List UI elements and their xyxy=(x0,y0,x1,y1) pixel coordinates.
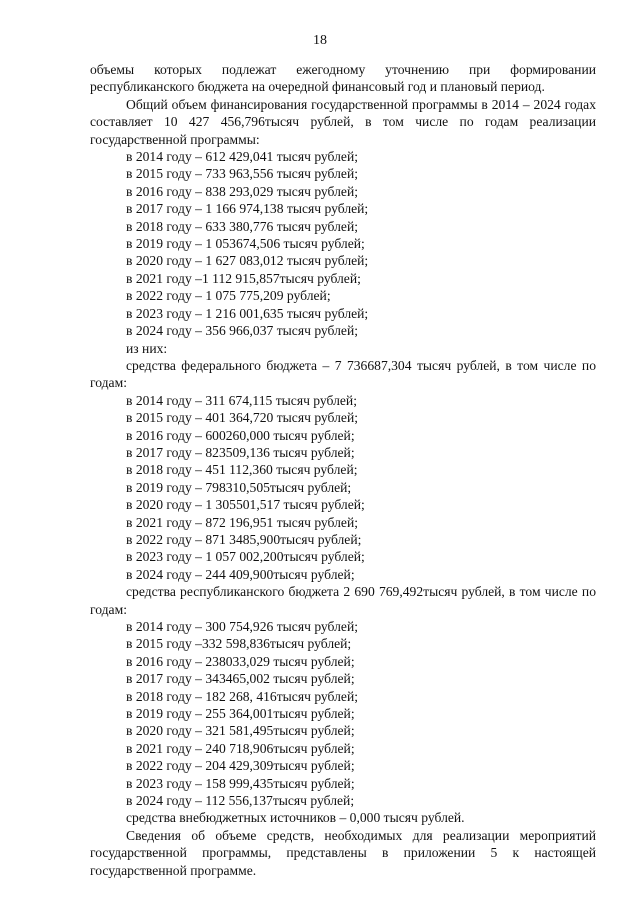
list-item: в 2023 году – 1 057 002,200тысяч рублей; xyxy=(126,549,365,565)
list-item: в 2022 году – 871 3485,900тысяч рублей; xyxy=(126,531,362,547)
list-item: в 2015 году – 733 963,556 тысяч рублей; xyxy=(126,166,358,182)
list-item: в 2024 году – 112 556,137тысяч рублей; xyxy=(126,793,355,809)
total-financing-paragraph: Общий объем финансирования государственной программы в 2014 – 2024 годах составляет 10 427 456,796тысяч рублей, в том числе по годам реализации государственной программы: xyxy=(90,96,596,147)
list-item: в 2014 году – 612 429,041 тысяч рублей; xyxy=(126,149,358,165)
list-item: в 2019 году – 1 053674,506 тысяч рублей; xyxy=(126,236,365,252)
list-item: в 2022 году – 1 075 775,209 рублей; xyxy=(126,288,331,304)
federal-by-year-list xyxy=(90,392,596,583)
intro-paragraph: объемы которых подлежат ежегодному уточнению при формировании республиканского бюджета на очередной финансовый год и плановый период. xyxy=(90,62,596,95)
extra-budget-line: средства внебюджетных источников – 0,000 тысяч рублей. xyxy=(126,810,465,826)
list-item: в 2019 году – 255 364,001тысяч рублей; xyxy=(126,706,355,722)
list-item: в 2021 году – 240 718,906тысяч рублей; xyxy=(126,740,355,756)
list-item: в 2014 году – 311 674,115 тысяч рублей; xyxy=(126,392,357,408)
republic-budget-paragraph: средства республиканского бюджета 2 690 769,492тысяч рублей, в том числе по годам: xyxy=(90,584,596,617)
list-item: в 2017 году – 343465,002 тысяч рублей; xyxy=(126,671,355,687)
list-item: в 2017 году – 1 166 974,138 тысяч рублей; xyxy=(126,201,369,217)
list-item: в 2018 году – 633 380,776 тысяч рублей; xyxy=(126,218,358,234)
list-item: в 2021 году – 872 196,951 тысяч рублей; xyxy=(126,514,358,530)
list-item: в 2020 году – 1 627 083,012 тысяч рублей; xyxy=(126,253,369,269)
list-item: в 2017 году – 823509,136 тысяч рублей; xyxy=(126,444,355,460)
document-body xyxy=(90,61,596,879)
list-item: в 2015 году –332 598,836тысяч рублей; xyxy=(126,636,352,652)
list-item: в 2021 году –1 112 915,857тысяч рублей; xyxy=(126,270,361,286)
list-item: в 2016 году – 600260,000 тысяч рублей; xyxy=(126,427,355,443)
list-item: в 2020 году – 1 305501,517 тысяч рублей; xyxy=(126,497,365,513)
list-item: в 2018 году – 182 268, 416тысяч рублей; xyxy=(126,688,358,704)
list-item: в 2022 году – 204 429,309тысяч рублей; xyxy=(126,758,355,774)
list-item: в 2016 году – 838 293,029 тысяч рублей; xyxy=(126,183,358,199)
republic-by-year-list xyxy=(90,618,596,809)
page-number: 18 xyxy=(313,33,327,48)
list-item: в 2024 году – 356 966,037 тысяч рублей; xyxy=(126,323,358,339)
list-item: в 2014 году – 300 754,926 тысяч рублей; xyxy=(126,619,358,634)
federal-budget-paragraph: средства федерального бюджета – 7 736687,304 тысяч рублей, в том числе по годам: xyxy=(90,357,596,391)
list-item: в 2016 году – 238033,029 тысяч рублей; xyxy=(126,653,355,669)
closing-paragraph: Сведения об объеме средств, необходимых для реализации мероприятий государственной программы, представлены в приложении 5 к настоящей государственной программе. xyxy=(90,827,596,878)
list-item: в 2015 году – 401 364,720 тысяч рублей; xyxy=(126,410,358,426)
total-by-year-list xyxy=(90,148,596,339)
list-item: в 2023 году – 1 216 001,635 тысяч рублей; xyxy=(126,305,369,321)
list-item: в 2023 году – 158 999,435тысяч рублей; xyxy=(126,775,355,791)
list-item: в 2018 году – 451 112,360 тысяч рублей; xyxy=(126,462,358,478)
of-them-label: из них: xyxy=(126,340,168,356)
list-item: в 2024 году – 244 409,900тысяч рублей; xyxy=(126,566,355,582)
list-item: в 2020 году – 321 581,495тысяч рублей; xyxy=(126,723,355,739)
list-item: в 2019 году – 798310,505тысяч рублей; xyxy=(126,479,352,495)
